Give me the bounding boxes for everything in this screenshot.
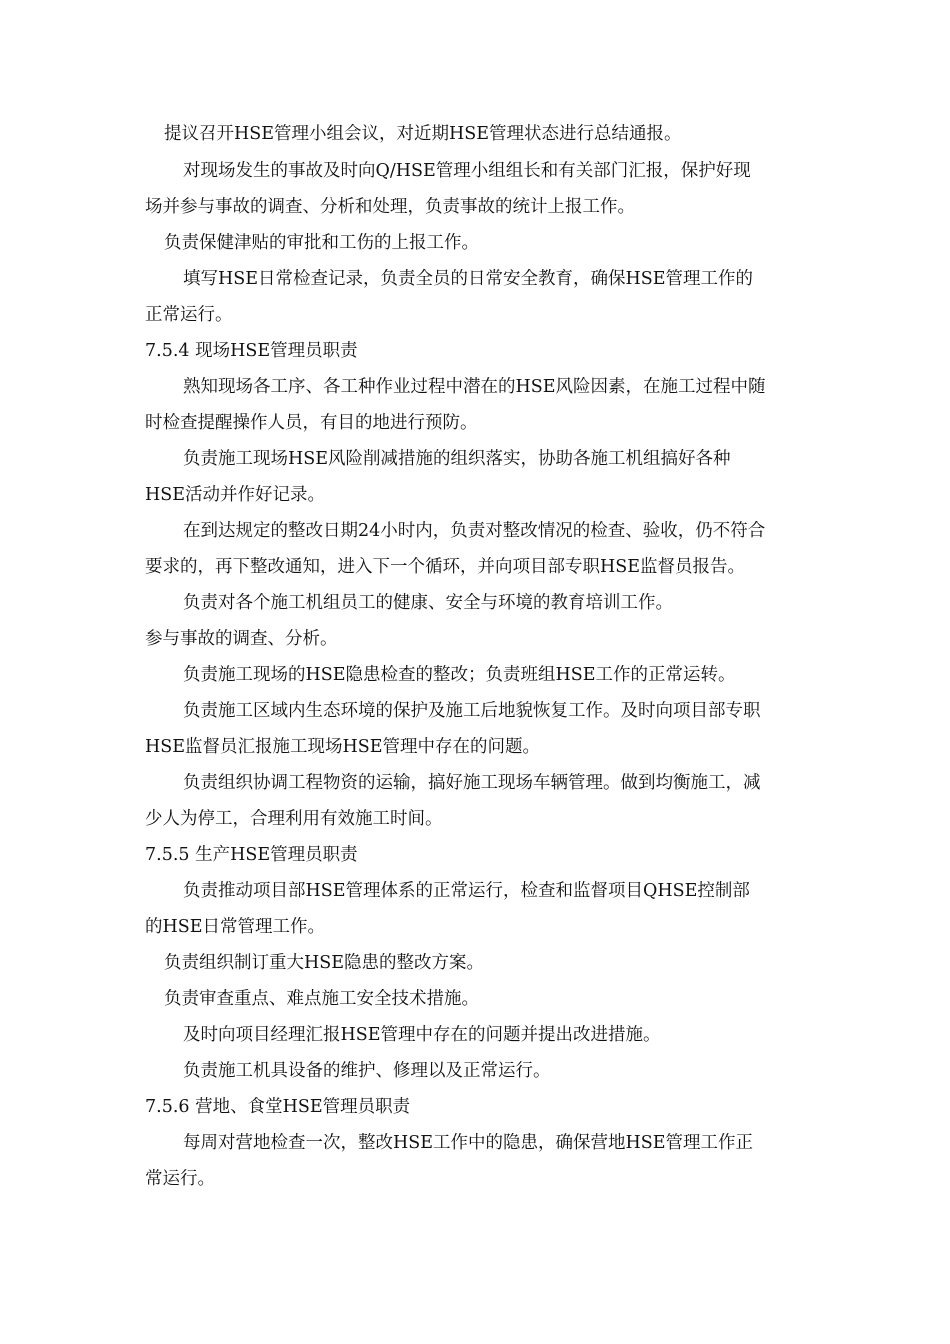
paragraph-line: 时检查提醒操作人员，有目的地进行预防。 bbox=[145, 413, 478, 433]
paragraph-line: 负责保健津贴的审批和工伤的上报工作。 bbox=[164, 233, 479, 253]
paragraph-line: 负责施工现场的HSE隐患检查的整改；负责班组HSE工作的正常运转。 bbox=[183, 665, 736, 685]
paragraph-line: 负责组织协调工程物资的运输，搞好施工现场车辆管理。做到均衡施工，减 bbox=[183, 773, 761, 793]
paragraph-line: 负责组织制订重大HSE隐患的整改方案。 bbox=[164, 953, 485, 973]
paragraph-line: 熟知现场各工序、各工种作业过程中潜在的HSE风险因素，在施工过程中随 bbox=[183, 377, 766, 397]
paragraph-line: 场并参与事故的调查、分析和处理，负责事故的统计上报工作。 bbox=[145, 197, 635, 217]
paragraph-line: 负责推动项目部HSE管理体系的正常运行，检查和监督项目QHSE控制部 bbox=[183, 881, 750, 901]
paragraph-line: 常运行。 bbox=[145, 1169, 215, 1189]
paragraph-line: 负责对各个施工机组员工的健康、安全与环境的教育培训工作。 bbox=[183, 593, 673, 613]
paragraph-line: 参与事故的调查、分析。 bbox=[145, 629, 338, 649]
paragraph-line: 填写HSE日常检查记录，负责全员的日常安全教育，确保HSE管理工作的 bbox=[183, 269, 754, 289]
paragraph-line: 及时向项目经理汇报HSE管理中存在的问题并提出改进措施。 bbox=[183, 1025, 661, 1045]
paragraph-line: 要求的，再下整改通知，进入下一个循环，并向项目部专职HSE监督员报告。 bbox=[145, 557, 746, 577]
paragraph-line: 每周对营地检查一次，整改HSE工作中的隐患，确保营地HSE管理工作正 bbox=[183, 1133, 754, 1153]
paragraph-line: 对现场发生的事故及时向Q/HSE管理小组组长和有关部门汇报，保护好现 bbox=[183, 161, 751, 181]
paragraph-line: 的HSE日常管理工作。 bbox=[145, 917, 326, 937]
paragraph-line: 负责施工现场HSE风险削减措施的组织落实，协助各施工机组搞好各种 bbox=[183, 449, 731, 469]
section-heading-7-5-4: 7.5.4 现场HSE管理员职责 bbox=[145, 341, 358, 361]
section-heading-7-5-6: 7.5.6 营地、食堂HSE管理员职责 bbox=[145, 1097, 411, 1117]
paragraph-line: 负责审查重点、难点施工安全技术措施。 bbox=[164, 989, 479, 1009]
paragraph-line: 提议召开HSE管理小组会议，对近期HSE管理状态进行总结通报。 bbox=[164, 124, 682, 144]
paragraph-line: 在到达规定的整改日期24小时内，负责对整改情况的检查、验收，仍不符合 bbox=[183, 521, 766, 541]
paragraph-line: 少人为停工，合理利用有效施工时间。 bbox=[145, 809, 443, 829]
paragraph-line: 负责施工机具设备的维护、修理以及正常运行。 bbox=[183, 1061, 551, 1081]
paragraph-line: HSE活动并作好记录。 bbox=[145, 485, 326, 505]
paragraph-line: HSE监督员汇报施工现场HSE管理中存在的问题。 bbox=[145, 737, 541, 757]
paragraph-line: 负责施工区域内生态环境的保护及施工后地貌恢复工作。及时向项目部专职 bbox=[183, 701, 761, 721]
section-heading-7-5-5: 7.5.5 生产HSE管理员职责 bbox=[145, 845, 358, 865]
paragraph-line: 正常运行。 bbox=[145, 305, 233, 325]
